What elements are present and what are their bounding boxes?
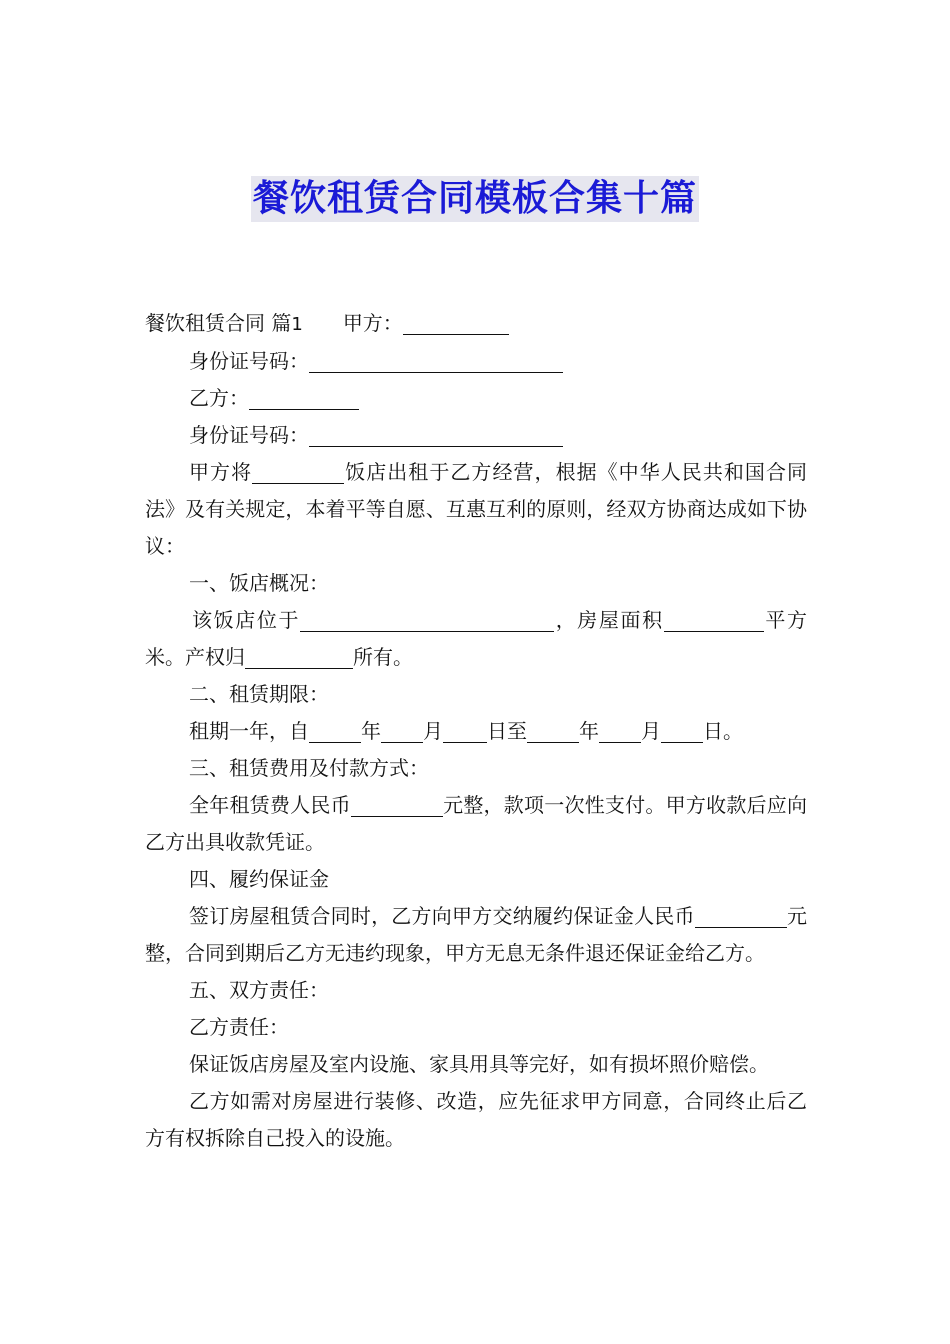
section-5-paragraph-2: 乙方如需对房屋进行装修、改造，应先征求甲方同意，合同终止后乙方有权拆除自己投入的设施。: [145, 1089, 807, 1150]
s2-text-1: 租期一年，自: [189, 719, 309, 743]
section-5-heading: 五、双方责任：: [189, 978, 329, 1002]
month-label: 月: [423, 719, 443, 743]
section-name: 餐饮租赁合同 篇: [145, 311, 292, 335]
s3-text-1: 全年租赁费人民币: [189, 793, 351, 817]
restaurant-name-blank: [252, 459, 344, 484]
section-number: 1: [291, 314, 303, 335]
s1-text-1: 该饭店位于: [192, 608, 301, 632]
party-b-label: 乙方：: [189, 386, 249, 410]
section-4-heading: 四、履约保证金: [189, 867, 329, 891]
party-b-blank: [249, 385, 359, 410]
party-a-id-label: 身份证号码：: [189, 349, 309, 373]
s4-text-2: 元整，合同到期后乙方无违约现象，甲方无息无条件退还保证金给乙方。: [145, 904, 808, 965]
start-month-blank: [381, 718, 423, 743]
section-2-heading: 二、租赁期限：: [189, 682, 329, 706]
s1-text-2: ，房屋面积: [554, 608, 664, 632]
end-day-blank: [661, 718, 703, 743]
document-title: 餐饮租赁合同模板合集十篇: [251, 176, 699, 222]
preamble-paragraph: [145, 454, 807, 565]
owner-blank: [245, 644, 353, 669]
start-day-blank: [443, 718, 487, 743]
party-a-id-line: [145, 343, 807, 380]
day-to-label: 日至: [487, 719, 527, 743]
section-5-paragraph-1: 保证饭店房屋及室内设施、家具用具等完好，如有损坏照价赔偿。: [189, 1052, 769, 1076]
party-a-label: 甲方：: [342, 311, 403, 335]
month-label: 月: [641, 719, 661, 743]
party-b-id-blank: [309, 422, 563, 447]
preamble-text-2: 饭店出租于乙方经营，根据《中华人民共和国合同法》及有关规定，本着平等自愿、互惠互利的原则，经双方协商达成如下协议：: [145, 460, 808, 558]
section-4-paragraph: [145, 898, 807, 972]
section-3-paragraph: [145, 787, 807, 861]
s1-text-3: 平方米。产权归: [145, 608, 808, 669]
deposit-amount-blank: [695, 903, 787, 928]
year-label: 年: [361, 719, 381, 743]
end-month-blank: [599, 718, 641, 743]
preamble-text-1: 甲方将: [189, 460, 253, 484]
intro-line: [145, 305, 807, 343]
year-label: 年: [579, 719, 599, 743]
rent-amount-blank: [351, 792, 443, 817]
day-end-label: 日。: [703, 719, 743, 743]
section-5-subheading: 乙方责任：: [189, 1015, 289, 1039]
section-1-paragraph: [145, 602, 807, 676]
party-b-line: [145, 380, 807, 417]
start-year-blank: [309, 718, 361, 743]
location-blank: [300, 607, 554, 632]
s1-text-4: 所有。: [353, 645, 413, 669]
document-body: [145, 305, 807, 1157]
party-b-id-line: [145, 417, 807, 454]
title-row: [0, 176, 950, 222]
section-3-heading: 三、租赁费用及付款方式：: [189, 756, 429, 780]
section-2-paragraph: [145, 713, 807, 750]
area-blank: [664, 607, 764, 632]
party-b-id-label: 身份证号码：: [189, 423, 309, 447]
party-a-id-blank: [309, 348, 563, 373]
section-1-heading: 一、饭店概况：: [189, 571, 329, 595]
s3-text-2: 元整，款项一次性支付。甲方收款后应向乙方出具收款凭证。: [145, 793, 808, 854]
end-year-blank: [527, 718, 579, 743]
party-a-blank: [403, 310, 509, 335]
s4-text-1: 签订房屋租赁合同时，乙方向甲方交纳履约保证金人民币: [189, 904, 695, 928]
